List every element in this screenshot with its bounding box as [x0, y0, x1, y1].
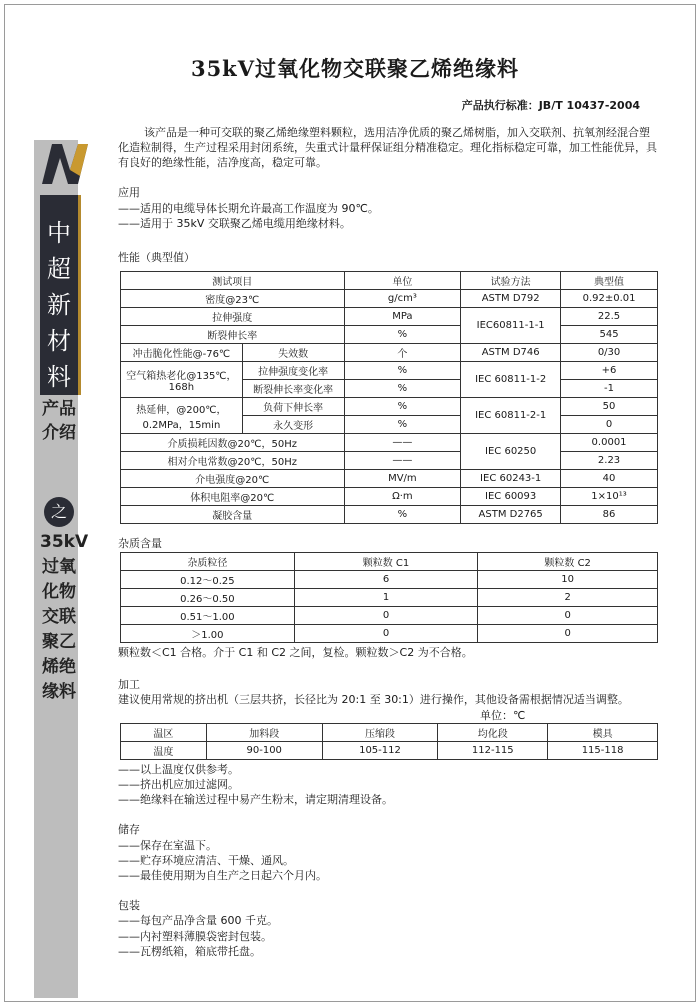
cell: IEC 60811-2-1: [461, 398, 561, 434]
cell: IEC 60811-1-2: [461, 362, 561, 398]
performance-heading: 性能（典型值）: [118, 251, 195, 264]
header-cell: 模具: [548, 724, 658, 742]
cell: MV/m: [344, 470, 461, 488]
intro-paragraph: 该产品是一种可交联的聚乙烯绝缘塑料颗粒，选用洁净优质的聚乙烯树脂，加入交联剂、抗氧剂经混合塑化造粒制得，生产过程采用封闭系统，失重式计量秤保证组分精准稳定。理化指标稳定可靠，加工性能优异，具有良好的绝缘性能，洁净度高，稳定可靠。: [118, 126, 657, 169]
processing-heading: 加工: [118, 678, 140, 691]
cell: 10: [478, 571, 658, 589]
cell: 0.51～1.00: [121, 607, 295, 625]
cell: ＞1.00: [121, 625, 295, 643]
cell: 0.92±0.01: [561, 290, 658, 308]
impurity-heading: 杂质含量: [118, 537, 162, 550]
packaging-line: ——瓦楞纸箱，箱底带托盘。: [118, 945, 261, 958]
header-cell: 单位: [344, 272, 461, 290]
table-row: [121, 308, 658, 326]
cell: 22.5: [561, 308, 658, 326]
cell: 冲击脆化性能@-76℃: [121, 344, 243, 362]
header-cell: 颗粒数 C1: [294, 553, 478, 571]
table-header-row: [121, 553, 658, 571]
cell: 2.23: [561, 452, 658, 470]
processing-description: 建议使用常规的挤出机（三层共挤，长径比为 20:1 至 30:1）进行操作，其他设备需根据情况适当调整。: [118, 693, 629, 706]
cell: 断裂伸长率: [121, 326, 345, 344]
header-cell: 典型值: [561, 272, 658, 290]
processing-table: [120, 723, 658, 760]
cell: 2: [478, 589, 658, 607]
cell: 相对介电常数@20℃，50Hz: [121, 452, 345, 470]
table-row: [121, 506, 658, 524]
cell: 介质损耗因数@20℃，50Hz: [121, 434, 345, 452]
cell: 545: [561, 326, 658, 344]
cell: 0: [478, 625, 658, 643]
cell: 热延伸，@200℃，0.2MPa，15min: [121, 398, 243, 434]
company-name: 中超新材料: [47, 219, 71, 391]
table-row: [121, 398, 658, 416]
storage-heading: 储存: [118, 823, 140, 836]
cell: 40: [561, 470, 658, 488]
header-cell: 试验方法: [461, 272, 561, 290]
table-row: [121, 742, 658, 760]
table-row: [121, 344, 658, 362]
table-row: [121, 290, 658, 308]
performance-table: [120, 271, 658, 524]
cell: 负荷下伸长率: [242, 398, 344, 416]
cell: 0/30: [561, 344, 658, 362]
table-row: [121, 434, 658, 452]
table-row: [121, 589, 658, 607]
cell: 永久变形: [242, 416, 344, 434]
header-cell: 温区: [121, 724, 207, 742]
processing-line: ——绝缘料在输送过程中易产生粉末，请定期清理设备。: [118, 793, 393, 806]
cell: 112-115: [438, 742, 548, 760]
cell: ASTM D2765: [461, 506, 561, 524]
header-cell: 颗粒数 C2: [478, 553, 658, 571]
cell: -1: [561, 380, 658, 398]
cell: 86: [561, 506, 658, 524]
cell: 105-112: [322, 742, 438, 760]
cell: Ω·m: [344, 488, 461, 506]
cell: 0.12～0.25: [121, 571, 295, 589]
page-title: 35kV过氧化物交联聚乙烯绝缘料: [190, 56, 520, 81]
cell: ——: [344, 434, 461, 452]
cell: 0: [478, 607, 658, 625]
table-row: [121, 326, 658, 344]
cell: 空气箱热老化@135℃，168h: [121, 362, 243, 398]
cell: 0: [294, 625, 478, 643]
cell: MPa: [344, 308, 461, 326]
cell: +6: [561, 362, 658, 380]
cell: 拉伸强度: [121, 308, 345, 326]
packaging-line: ——内衬塑料薄膜袋密封包装。: [118, 930, 272, 943]
cell: %: [344, 416, 461, 434]
section-label: 产品介绍: [42, 399, 76, 443]
cell: IEC60811-1-1: [461, 308, 561, 344]
cell: IEC 60243-1: [461, 470, 561, 488]
table-row: [121, 452, 658, 470]
cell: 密度@23℃: [121, 290, 345, 308]
application-heading: 应用: [118, 186, 140, 199]
table-row: [121, 362, 658, 380]
header-cell: 测试项目: [121, 272, 345, 290]
table-header-row: [121, 272, 658, 290]
standard-label: 产品执行标准：JB/T 10437-2004: [461, 99, 640, 112]
cell: 失效数: [242, 344, 344, 362]
application-line: ——适用于 35kV 交联聚乙烯电缆用绝缘材料。: [118, 217, 351, 230]
header-cell: 压缩段: [322, 724, 438, 742]
header-cell: 均化段: [438, 724, 548, 742]
cell: %: [344, 380, 461, 398]
cell: 断裂伸长率变化率: [242, 380, 344, 398]
table-row: [121, 470, 658, 488]
zhi-badge: 之: [44, 497, 74, 527]
table-header-row: [121, 724, 658, 742]
header-cell: 杂质粒径: [121, 553, 295, 571]
cell: 6: [294, 571, 478, 589]
cell: %: [344, 506, 461, 524]
cell: ——: [344, 452, 461, 470]
cell: %: [344, 362, 461, 380]
cell: IEC 60093: [461, 488, 561, 506]
storage-line: ——保存在室温下。: [118, 839, 217, 852]
cell: 温度: [121, 742, 207, 760]
cell: 0: [294, 607, 478, 625]
cell: 个: [344, 344, 461, 362]
table-row: [121, 571, 658, 589]
company-logo-icon: [40, 140, 94, 186]
table-row: [121, 488, 658, 506]
cell: 50: [561, 398, 658, 416]
storage-line: ——贮存环境应清洁、干燥、通风。: [118, 854, 294, 867]
cell: 1: [294, 589, 478, 607]
table-row: [121, 625, 658, 643]
cell: 0.26～0.50: [121, 589, 295, 607]
cell: %: [344, 326, 461, 344]
cell: 体积电阻率@20℃: [121, 488, 345, 506]
cell: ASTM D792: [461, 290, 561, 308]
impurity-table: [120, 552, 658, 643]
cell: 1×10¹³: [561, 488, 658, 506]
processing-unit: 单位：℃: [480, 709, 526, 722]
cell: 介电强度@20℃: [121, 470, 345, 488]
cell: 115-118: [548, 742, 658, 760]
cell: 拉伸强度变化率: [242, 362, 344, 380]
storage-line: ——最佳使用期为自生产之日起六个月内。: [118, 869, 327, 882]
cell: IEC 60250: [461, 434, 561, 470]
cell: 90-100: [206, 742, 322, 760]
cell: g/cm³: [344, 290, 461, 308]
processing-line: ——挤出机应加过滤网。: [118, 778, 239, 791]
table-row: [121, 607, 658, 625]
packaging-heading: 包装: [118, 899, 140, 912]
cell: 凝胶含量: [121, 506, 345, 524]
application-line: ——适用的电缆导体长期允许最高工作温度为 90℃。: [118, 202, 379, 215]
packaging-line: ——每包产品净含量 600 千克。: [118, 914, 278, 927]
processing-line: ——以上温度仅供参考。: [118, 763, 239, 776]
impurity-note: 颗粒数＜C1 合格。介于 C1 和 C2 之间，复检。颗粒数＞C2 为不合格。: [118, 646, 473, 659]
cell: %: [344, 398, 461, 416]
sidebar-product-name: 35kV过氧化物交联聚乙烯绝缘料: [40, 532, 89, 702]
header-cell: 加料段: [206, 724, 322, 742]
cell: 0.0001: [561, 434, 658, 452]
cell: ASTM D746: [461, 344, 561, 362]
company-name-band: [40, 195, 81, 395]
cell: 0: [561, 416, 658, 434]
